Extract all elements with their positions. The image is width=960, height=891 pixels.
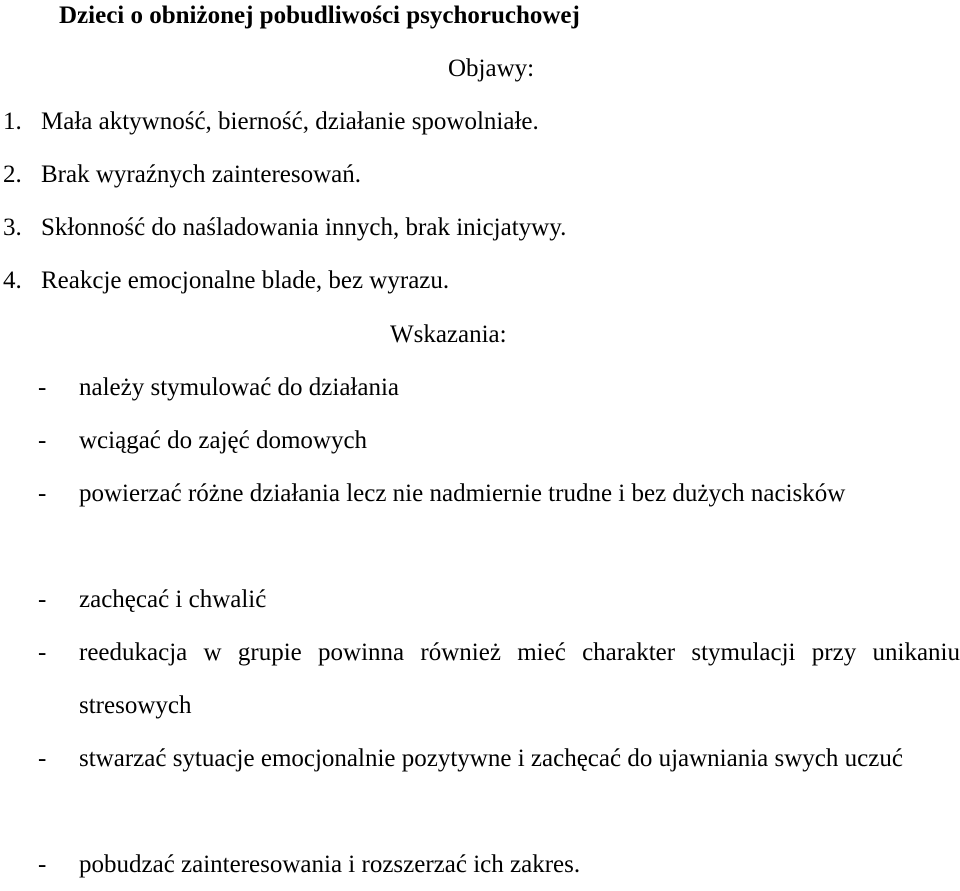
indication-item <box>38 838 960 891</box>
indication-text: powierzać różne działania lecz nie nadmiernie trudne i bez dużych nacisków <box>79 480 846 507</box>
symptom-text: Brak wyraźnych zainteresowań. <box>41 161 361 188</box>
indication-text: należy stymulować do działania <box>79 374 400 401</box>
symptom-text: Mała aktywność, bierność, działanie spowolniałe. <box>41 108 539 135</box>
indication-item <box>38 414 960 467</box>
list-dash: - <box>38 851 47 878</box>
indication-text: stwarzać sytuacje emocjonalnie pozytywne i zachęcać do ujawniania swych uczuć <box>79 745 903 772</box>
list-dash: - <box>38 745 47 772</box>
indications-heading: Wskazania: <box>390 321 507 348</box>
list-dash: - <box>38 639 47 666</box>
list-dash: - <box>38 480 47 507</box>
indication-text: pobudzać zainteresowania i rozszerzać ich zakres. <box>79 851 581 878</box>
symptoms-heading: Objawy: <box>448 55 535 82</box>
symptom-number: 2. <box>3 161 22 188</box>
indication-item <box>38 361 960 414</box>
indication-item <box>38 732 960 785</box>
symptom-number: 4. <box>3 267 22 294</box>
symptom-number: 1. <box>3 108 22 135</box>
symptom-item <box>3 107 539 137</box>
indication-text: zachęcać i chwalić <box>79 586 267 613</box>
list-dash: - <box>38 374 47 401</box>
symptom-item <box>3 266 449 296</box>
symptom-number: 3. <box>3 214 22 241</box>
indication-text: wciągać do zajęć domowych <box>79 427 368 454</box>
indication-item <box>38 573 960 626</box>
symptom-item <box>3 213 566 243</box>
symptom-item <box>3 160 361 190</box>
symptom-text: Reakcje emocjonalne blade, bez wyrazu. <box>41 267 450 294</box>
indication-text: reedukacja w grupie powinna również mieć charakter stymulacji przy unikaniu stresowych <box>79 639 960 719</box>
list-dash: - <box>38 586 47 613</box>
list-dash: - <box>38 427 47 454</box>
indication-item <box>38 467 960 520</box>
symptom-text: Skłonność do naśladowania innych, brak inicjatywy. <box>41 214 567 241</box>
document-title: Dzieci o obniżonej pobudliwości psychoruchowej <box>59 2 580 29</box>
indication-item <box>38 626 960 732</box>
